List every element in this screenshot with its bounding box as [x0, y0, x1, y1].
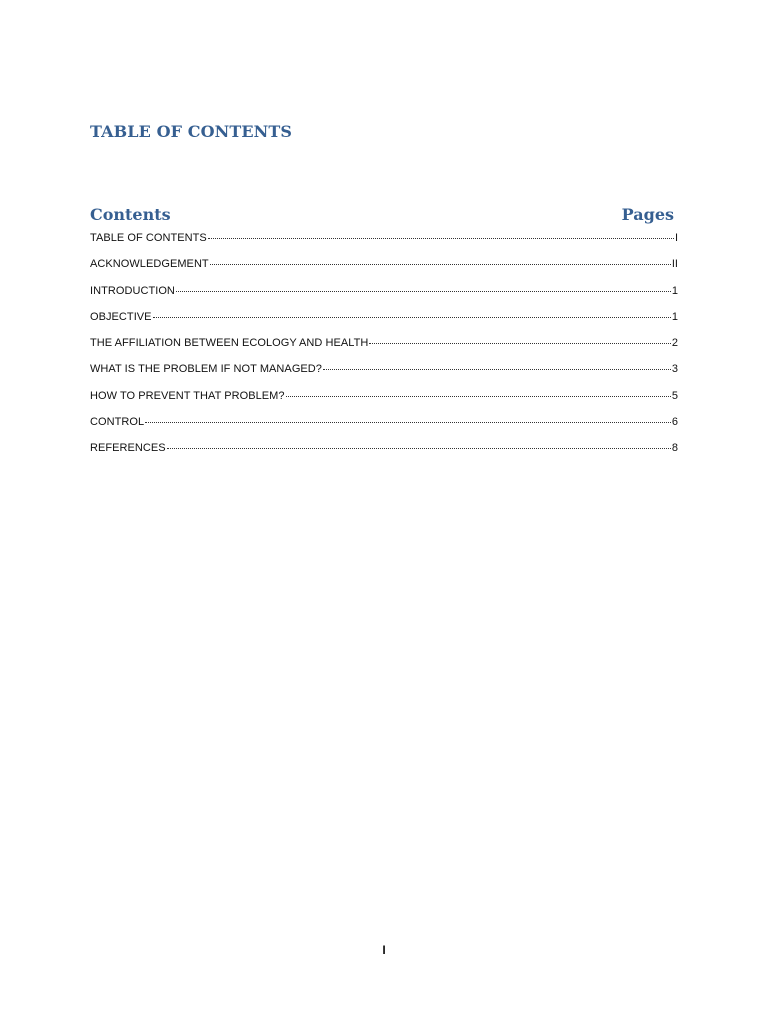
- toc-entry-problem-if-not-managed[interactable]: [90, 363, 678, 389]
- toc-header: [90, 205, 674, 229]
- toc-entry-page: II: [671, 258, 678, 271]
- toc-list: [90, 232, 678, 469]
- toc-entry-page: 3: [671, 363, 678, 376]
- toc-leader-dots: [210, 264, 671, 265]
- toc-entry-references[interactable]: [90, 442, 678, 468]
- toc-header-pages: Pages: [621, 205, 674, 224]
- toc-entry-title: OBJECTIVE: [90, 310, 152, 323]
- toc-entry-title: CONTROL: [90, 416, 145, 429]
- toc-entry-page: 1: [671, 310, 678, 323]
- toc-entry-page: 5: [671, 389, 678, 402]
- toc-entry-affiliation[interactable]: [90, 337, 678, 363]
- toc-entry-prevent-problem[interactable]: [90, 390, 678, 416]
- toc-entry-title: INTRODUCTION: [90, 284, 175, 297]
- toc-entry-title: WHAT IS THE PROBLEM IF NOT MANAGED?: [90, 363, 322, 376]
- toc-leader-dots: [286, 396, 671, 397]
- toc-entry-introduction[interactable]: [90, 285, 678, 311]
- toc-entry-page: 6: [671, 416, 678, 429]
- toc-leader-dots: [369, 343, 671, 344]
- toc-header-contents: Contents: [90, 205, 171, 224]
- toc-entry-page: 1: [671, 284, 678, 297]
- toc-entry-title: TABLE OF CONTENTS: [90, 232, 207, 244]
- toc-leader-dots: [145, 422, 671, 423]
- toc-entry-objective[interactable]: [90, 311, 678, 337]
- toc-entry-page: 2: [671, 337, 678, 350]
- footer-page-number: I: [382, 943, 386, 957]
- toc-entry-table-of-contents[interactable]: [90, 232, 678, 258]
- toc-entry-title: REFERENCES: [90, 442, 166, 455]
- toc-entry-page: I: [674, 232, 678, 244]
- toc-entry-title: THE AFFILIATION BETWEEN ECOLOGY AND HEALTH: [90, 337, 369, 350]
- toc-entry-title: ACKNOWLEDGEMENT: [90, 258, 209, 271]
- toc-leader-dots: [167, 448, 671, 449]
- toc-leader-dots: [323, 369, 671, 370]
- toc-entry-acknowledgement[interactable]: [90, 258, 678, 284]
- toc-leader-dots: [208, 238, 674, 239]
- toc-leader-dots: [176, 291, 671, 292]
- toc-entry-title: HOW TO PREVENT THAT PROBLEM?: [90, 389, 285, 402]
- toc-entry-page: 8: [671, 442, 678, 455]
- toc-entry-control[interactable]: [90, 416, 678, 442]
- toc-leader-dots: [153, 317, 671, 318]
- page-title: TABLE OF CONTENTS: [90, 122, 293, 141]
